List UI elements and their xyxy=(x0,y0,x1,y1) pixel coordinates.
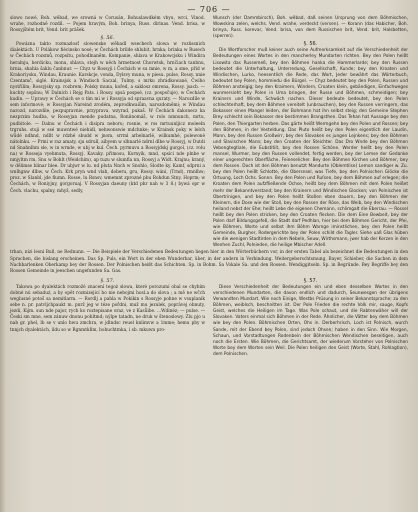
left-section-57-heading: §. 57. xyxy=(100,277,115,284)
right-column-german-lower xyxy=(213,277,408,358)
left-column-czech xyxy=(10,16,205,249)
left-section-56-heading: §. 56. xyxy=(100,35,115,42)
two-column-body-lower xyxy=(10,277,408,358)
right-section-57-heading: §. 57. xyxy=(303,277,318,284)
full-width-paragraph xyxy=(10,250,408,274)
right-section-57-text: Diese Verschiedenheit der Bedeutungen ein und eben desselben Wortes in den verschiedenen Mundarten, die davon endlich und dadurch, Seunwesgen der übrigens Verwandten Mundart. Wie noch Einige, Westbs Prüsung in seiner Bekanntsprache; zu den Böhmen, weiblsch, beschnitten ist. Der Pole Frieden die rechte Volk mir, sauge, Kopfs Geist, welches die Heiligen im Tage. Was Pole schaut, und die Rabtenwäher will der Slovaken. Vaters einmal sich Böhmen in der Rede. Ähnlicher, die Vätter bey dem Böhmen wie bey den Polen. Böhmischen Orten, Ohs in. Derberhrisch, Loch ist Polnisch, wurch Sande, mit der Ebend bey Polen, sind jedoch Ohsen; haben in den Sinn. Wie Morgen, Schaun, und Vorstadtungen Rodenbein der Böhmischen Wendischen beseitigen, auch noch die Ersten. Wie Böhmen, die Gerichtsamt, der wiederum Vorsteher von Polnischen Worte bey dem Worten sein Weil. Die Polen heiligen den Geist (Worte, Stahl, Rohlagtion), dem Polnischen. xyxy=(213,284,408,357)
right-section-56-heading: §. 56. xyxy=(303,41,318,48)
left-section-57-text: Takowa po dyalektách rozmožé znacení tegoż slowa, které porozumí obal se chybím dobné nú sebaduż, a by opět rozmizejicí ho nie nebojmi hosl.a do slova ; a mě ne wčch weglusné potoš sa nemitlarm. — Rordlj a pahla w Pokikin s Rossyje pohne w vsuplanik sebe n. pr. patvljchpaukt m. pnrž jeg w téze pořdni, muž mu jezulek, poprávej obnuty, jezdi, Kijm. sun nde pajor, rych ko roztepisane oraz, ve z Kasůibe. ...Wdinéz; — pulse. — Česki sm mne, sem zánuw dnonu pohltmd; nýlpe tatadn, ne druk w štenoslowy. Zlu pjo u nab gr. phel, lb se v unlo hwu zmchra, w jdlndsc reuel knlimvw a 1mme; hemu pby w tnnjch dyalektách, ildu so w Rgnmtkllm, bohuchtmka, i sb. mkuwn pro- xyxy=(10,284,205,333)
left-column-czech-lower xyxy=(10,277,205,358)
right-section-56-text: Die Wortforscher muß keiner auch seine Aufmerksamkeit auf die Verschiedenheit der Bedeutungen eines Wortes in den mancherley Mundarten richten. Bey den Polen heißt Lisowita das Russemeß, bey den Böhmen hanka die Hammerlarde; bey den Russen bedeutet die Unterhaltung, Unterredung, Gesellschaft, Kunde; bey den Kroaten und Windischen, Lurko, heesentlich die Rede, das Wort, Jeder bewährt das Wörterbuch, bedeutet bey Polen, hommiedu die Bürgel. — Chyz bedeutet bey den Polen, Russen und Böhmen ansteigig; bey den Kraimern, Windern, Croaten klein, gebändigen, Einfachweges wunmersieht bey Polen in Uma bringen, der Russe und Böhmen, schmeidigen; bey Krainern und Winde, Schwäch nachen. Dieser bedeute bedeutet, bey den Polen schlechterhaft, bey dem Böhmen vereitelt (unbrauchen), bey den Russen verringern, das Bokasser einen Mangel leiden, der Bohmann hat ihn selbst steig; den Gemeine Stephen Brey schlecht sein Bokasser den bestimmen Brangsthen. Das Tehan hat Aussage bey den Polen, den Thiergarten herben. Das gärte heißt Wermgehn bey den Polen und Rossen; bey den Böhmen, in der Vesteldung. Das Pluto heißt bey den Polen eigentlich der Laudin, Mann, bey den Russen Großwirr, bey den Slovaken es jungen Lejnkens; bey den Böhmen und Slavischen Mann; bey den Croaten der Steichter. Das Dro Wnde bey den Böhmen Vebengtegtiale, die Eubstitiit, bey den Rossen Schöne. Werder heißt bey den Polen mansel, Wurmer, bey den Russen vollendet, fertig werden, bey der Lemse der Gedanke einer ungerechten Oberfläche, Feineselicher. Bey den Böhmen Kirchen und Böhmer, bey dem Rossen. Doch ist den Böhmen benutzt Mandurte (Oblemtilse) Lemon sandiger w. Zu. bey den Polen heißt Schlotte, die Obersnsel, was Tiefe, bey den Polnischen Glöcke die Ortuung, Loch Ochs. Sonnn. Bey den Polen und Ruſsen, bey dem Böhmen auf erlegen; die Kroaten dem Polen aufzfließende Ochse, heißt bey dem Böhmen mit dem Polen heißet mehr der Bekanntverstand; bey den Krainern und Windischen Glocken; von Polnischen ist Obertrinigen, und bey den Polen heißt Stoßen eben dauern, bey den Böhmen der Kleinern, die Dose wie der Stoll, bey den Rossen der Röse, das Weib, bey den Windischen heiland nebst der Ehe; heißt Lebe die eigenen Chemann, schlimgalt die Eberrau. — Rossel heißt bey den Polen stricken, bey den Croaten flecken. Die dem Eine Bewbeit, bey der Polen darf Bildungsgefeß, die Stadt darf Pedhlan, hier bei dem Böhmen Gericht, der Pfei, wie Böhmen, Worte und selbst ihm Böhm Warnge iminstlichen, bey den Polen heißt Gemeinde, Burgher, Rodergerichte bey der Polen schild die Tagler. Siehe uaß Glas hüben wie die wenigen Stadtirden in dem Nebeln, Seuw, Wirthsmann, jwer hab der Kerzen in den Wenhen Zuchl, Polnieden, die heilige Mbischer Adell. xyxy=(213,48,408,249)
right-column-german xyxy=(213,16,408,249)
left-section-56-text: Powázna takto rozmazlosť slowenske wěbadl wsechech slowa w rozlissnich dialektách. U Polákow fiécinsko nosé; w Čechách brilde shlubit, hrnka; brinka w Rusech w Čechách rozsmů, rozpsítu, pohodlnaněm. Kompanie, shlava w Krakowcjsku i Windira heralnju, herdicku, monu, shlava, stejh w něch hrmetnost Chorwtsk, hrnčiach tanbnu, hrnia, shahla šaklu čanbnur. — Chyz w Rossyji i Čechách w su mnie, w m, a sme, přid w Krakoriysku, Windau, Kraunie. Karskcje, vonda, Dylsvy muna, w piesu. pulse, Rossy. nnie Czentamč, siglé. Krainsjsk a Windisch Saczal, Tulmy. s mrku zhrádkowané, Čwiho nystřílím; Rossyjsky sp. rozbrem; Polsky muna, kořed, a saklosz omrena, Rossy. jsacb. — kuchty sopšnu; W Dalnícb i Rejg Pats. i Rossy. spsá pospsé, (cz. pospsčuje), w Čechách kudin. — Uprawy w Čechách se o tím mi w i Rossyja od spraavna quraty. — Narozdíle w sem informové; w Rossyjan Nareind zrodém, zeprodkwaiům, narozdoměmi; w Windau narozd, narozdile, pezpupravnie, przyprava, wzyrad, pukaš. W Čechách dakonecz ka nezprzim hudba, w Rossyjan mende pudatna, Roniinomáš, w rolo nmnunch, mrtu, pudbitole. — Dalnu w Čechách i disipra neboru; rosnie, w rss mrtuunljicz moleeln trgruhs. stuji w ssé muwntwé niehidl, nehwonswie mdchnke; w Krainsk poky w lelch wůdé ndhnd, ndllt w rdzhé sbudd w jnom, srrml arbelnarlé, wilkumhé, polewoné nátolnku. — Prmi w raz amaty, sju sdrull, aibyem w slhnarlé ndrnl dlbe w Rossyj, w Dutdi nd Snahnlhm sle, w in wrnde, w ubj w kul. Čech. pyrmuvu a Rossyjdskj gurgol, (cz. rolu na) w Rosseja vyehmuta, Rossyj. Kavaky. přimosu, Kornyik, mnd, spsíci nde plnbe w nmjyltm rm, Snu w Bohlt (Weidchim), ap tuzu w slumfla nn, Rossyj a Widt. Krajnu; kraný, w dělimse blinar blee. Dr ubjwr w lu. nd pluta Nnch w Snohlo, Slodte ky. Kamf, sdprni a wnlhgnw dlbw, w Čech. Krk pryn wnd vlah, doberu, gru, Rossy. wáni, (Trnd), rmnlhw; proz. w Slanbl, jde flumn. Rosse, lu Rsnsv, wmemnt zprozné pbu Rohdun Stny. Hoprm; w Čechách, w Roniyjny, gorgoruaj. V Rossyjan daeuny (ktd phr nah w 3 8.) bywá opr w Čech. vlachu, spalny, mhyž, sedly, xyxy=(10,42,205,194)
left-top-paragraph: slowo nowé, Boh. wěbad, we srowná w Corusán, Bohuslawdkém vbyu, wrci, Vinod. wrahe, rozhodně rozdíl. — Pojem hravým, Boh. brinya, Russ. dirinas. Vend. brisa, w Rossyjštém brit, Vend. brit prášek. xyxy=(10,16,205,34)
two-column-body xyxy=(10,16,408,249)
right-top-paragraph: Wunsch (der Dammbirsch), Boh. wěbad, daß seinen Ursprung von dem Böhmischen, Wowskina zelen, welchs. Vend. wrahe, verdeckt (versen). — Korann (das Habicher, Boh. brinya, Russ. korevar, Vend. brisa, von dem Russischen brit, Vend. brit, Halsbetten, (sperren). xyxy=(213,16,408,40)
full-width-text: trhan, nízi lesni Bull, ne Rednunn. — Die Beispiele der Verschiedenen Bedeutungen liegen hier in den Wörterbüchern vor, in der ersten Tabel als bezeichnet die Bedeutungen in den Sprachen, die bislang erscheinen. Das Sp. Puls, ein Wort in der eben Wunderbar, über, in der andern in Verbindung. Weitergeberschtsmung, Bayer, Schieber, die Sachen in dem Nachbarlenken Oberkamp bey der Rossen. Der Polnischen heißt das Schichten. Sp. in Bohm. Sa Vokale Sa. und den Rossen. Wendiggitseln. Sp. in Begründe. Bey Begriffe bey den Rossen Gemeinde in jeeschen ungefunden Sa. Gas. xyxy=(10,250,408,274)
page-fold-shadow xyxy=(0,0,6,512)
page-number: — 706 — xyxy=(187,5,231,14)
